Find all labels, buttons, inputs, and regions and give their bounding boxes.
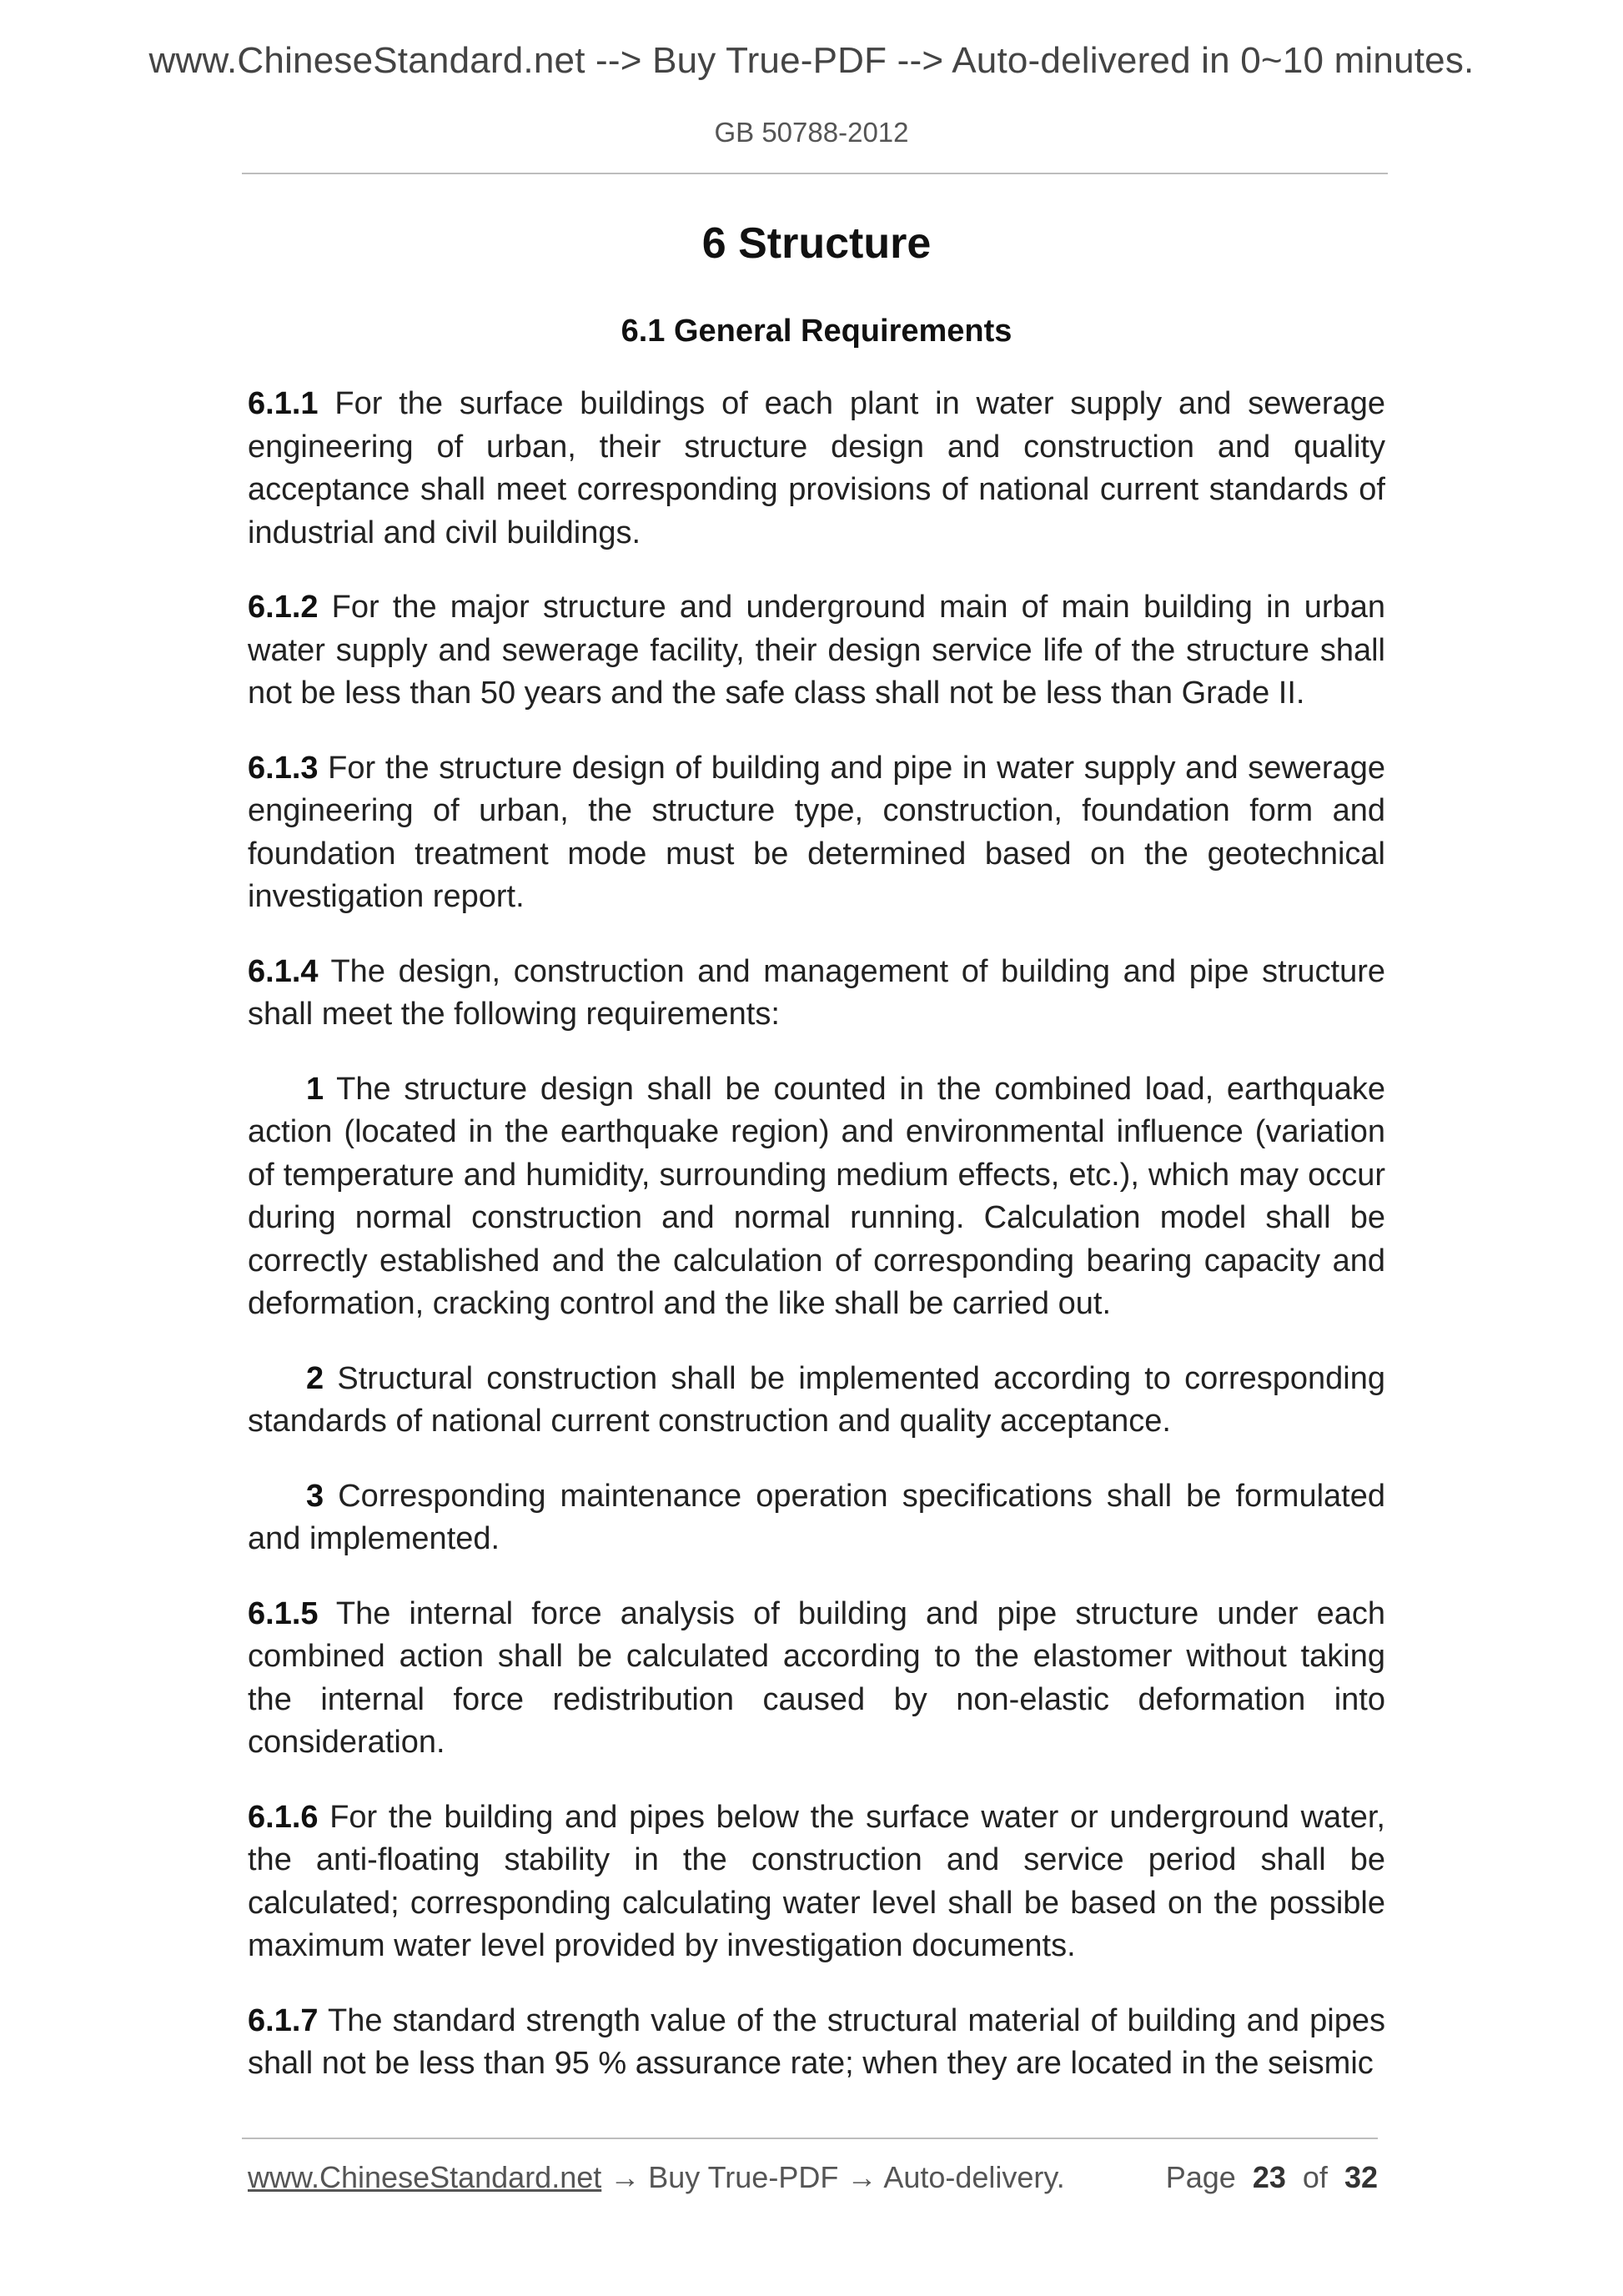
of-label: of [1302,2160,1328,2194]
item-number: 3 [306,1478,324,1514]
clause-6-1-6 [248,1796,1385,1968]
footer-site-link[interactable]: www.ChineseStandard.net [248,2160,602,2194]
document-body [248,219,1385,2118]
section-title: 6.1 General Requirements [621,314,1012,349]
clause-text: The design, construction and management of building and pipe structure shall meet the following requirements: [248,953,1385,1032]
total-pages: 32 [1344,2160,1378,2194]
clause-text: The standard strength value of the structural material of building and pipes shall not be less than 95 % assurance rate; when they are located in the seismic [248,2002,1385,2081]
item-number: 2 [306,1360,324,1396]
item-number: 1 [306,1071,324,1107]
clause-number: 6.1.6 [248,1799,319,1835]
clause-6-1-7 [248,2000,1385,2086]
clause-text: For the building and pipes below the surface water or underground water, the anti-floating stability in the construction and service period shall be calculated; corresponding calculating water level shall be based on the possible maximum water level provided by investigation documents. [248,1799,1385,1963]
page-indicator [1166,2160,1378,2195]
top-banner: www.ChineseStandard.net --> Buy True-PDF --> Auto-delivered in 0~10 minutes. [148,40,1475,81]
clause-text: For the surface buildings of each plant in water supply and sewerage engineering of urban, their structure design and construction and quality acceptance shall meet corresponding provisions of national current standards of industrial and civil buildings. [248,386,1385,550]
clause-number: 6.1.1 [248,386,319,421]
clause-text: The internal force analysis of building and pipe structure under each combined action shall be calculated according to the elastomer without taking the internal force redistribution caused by non-elastic deformation into consideration. [248,1595,1385,1760]
clause-6-1-2 [248,586,1385,716]
clause-6-1-4 [248,951,1385,1037]
clause-number: 6.1.2 [248,590,319,625]
clause-text: For the major structure and underground main of main building in urban water supply and sewerage facility, their design service life of the structure shall not be less than 50 years and the safe class shall not be less than Grade II. [248,590,1385,711]
page-label: Page [1165,2160,1236,2194]
item-text: Structural construction shall be implemented according to corresponding standards of national current construction and quality acceptance. [248,1360,1385,1439]
list-item-3 [248,1475,1385,1561]
clause-number: 6.1.7 [248,2002,319,2038]
standard-code: GB 50788-2012 [714,117,909,148]
page-number: 23 [1252,2160,1286,2194]
clause-number: 6.1.4 [248,953,319,989]
list-item-2 [248,1358,1385,1444]
clause-6-1-5 [248,1593,1385,1765]
clause-number: 6.1.3 [248,750,319,786]
clause-number: 6.1.5 [248,1595,319,1631]
clause-6-1-3 [248,747,1385,919]
clause-6-1-1 [248,383,1385,555]
footer-promo [248,2160,1065,2195]
footer-tagline: → Buy True-PDF → Auto-delivery. [601,2160,1065,2194]
footer-divider [242,2138,1378,2139]
item-text: Corresponding maintenance operation specifications shall be formulated and implemented. [248,1478,1385,1556]
list-item-1 [248,1068,1385,1326]
page-footer [248,2160,1378,2202]
header-divider [242,173,1388,174]
chapter-title: 6 Structure [701,219,932,268]
clause-text: For the structure design of building and pipe in water supply and sewerage engineering of urban, the structure type, construction, foundation form and foundation treatment mode must be determined based on the geotechnical investigation report. [248,750,1385,914]
item-text: The structure design shall be counted in the combined load, earthquake action (located in the earthquake region) and environmental influence (variation of temperature and humidity, surrounding medium effects, etc.), which may occur during normal construction and normal running. Calculation model shall be correctly established and the calculation of corresponding bearing capacity and deformation, cracking control and the like shall be carried out. [248,1071,1385,1321]
